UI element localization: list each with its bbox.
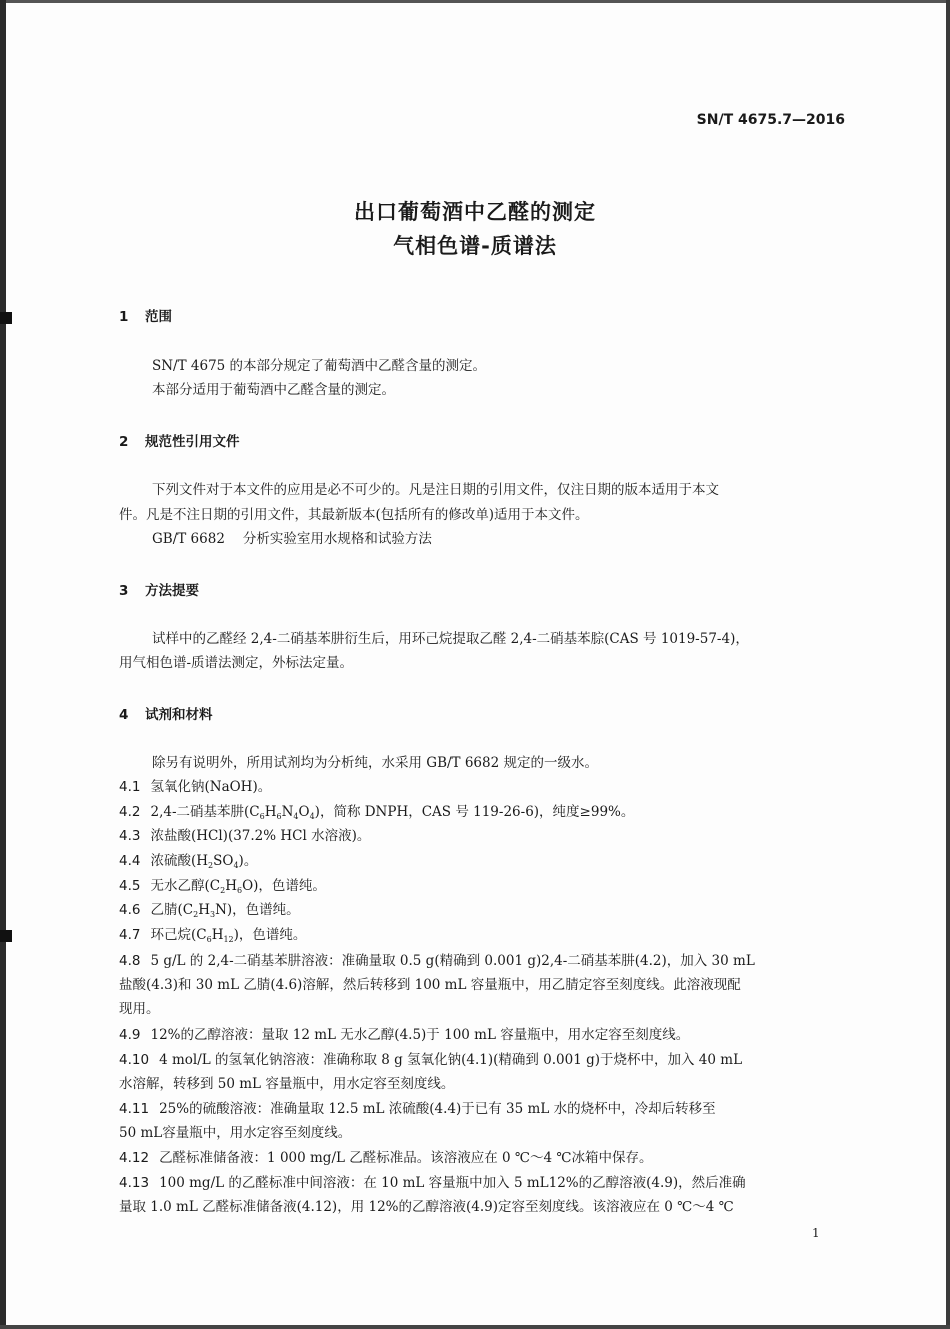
paragraph: 试样中的乙醛经 2,4-二硝基苯肼衍生后，用环己烷提取乙醛 2,4-二硝基苯腙(CAS 号 1019-57-4)， xyxy=(152,631,749,647)
subscript: 6 xyxy=(236,886,243,895)
item-text: 氢氧化钠(NaOH)。 xyxy=(150,779,272,795)
list-item xyxy=(119,827,370,845)
list-item xyxy=(119,852,257,875)
subscript: 2 xyxy=(208,861,214,870)
item-text: )，简称 DNPH，CAS 号 119-26-6)，纯度≥99%。 xyxy=(314,804,635,820)
list-item xyxy=(119,1051,742,1069)
subscript: 2 xyxy=(193,910,199,919)
section-title: 范围 xyxy=(145,309,172,325)
list-item xyxy=(119,926,306,949)
subscript: 4 xyxy=(233,861,239,870)
section-number: 1 xyxy=(119,309,129,325)
item-text: )，色谱纯。 xyxy=(233,927,307,943)
item-number: 4.1 xyxy=(119,779,141,795)
item-continuation: 50 mL容量瓶中，用水定容至刻度线。 xyxy=(119,1125,352,1141)
subscript: 3 xyxy=(209,910,216,919)
item-number: 4.9 xyxy=(119,1027,141,1043)
reference-title: 分析实验室用水规格和试验方法 xyxy=(242,531,432,547)
item-text: N xyxy=(281,804,294,820)
item-text: 无水乙醇(C xyxy=(150,878,221,894)
section-title: 方法提要 xyxy=(145,583,199,599)
item-continuation: 盐酸(4.3)和 30 mL 乙腈(4.6)溶解，然后转移到 100 mL 容量瓶中，用乙腈定容至刻度线。此溶液现配 xyxy=(119,977,741,993)
item-text: H xyxy=(211,927,224,943)
scan-edge-bottom xyxy=(0,1325,950,1329)
item-text: N)，色谱纯。 xyxy=(215,902,300,918)
item-number: 4.10 xyxy=(119,1052,150,1068)
list-item xyxy=(119,1174,746,1192)
list-item xyxy=(119,901,300,924)
item-text: H xyxy=(198,902,210,918)
item-text: )。 xyxy=(238,853,258,869)
binder-mark xyxy=(0,930,12,942)
list-item xyxy=(119,1026,689,1044)
item-text: 4 mol/L 的氢氧化钠溶液：准确称取 8 g 氢氧化钠(4.1)(精确到 0.001 g)于烧杯中，加入 40 mL xyxy=(159,1052,743,1068)
subscript: 6 xyxy=(276,812,282,821)
item-text: 100 mg/L 的乙醛标准中间溶液：在 10 mL 容量瓶中加入 5 mL12%的乙醇溶液(4.9)，然后准确 xyxy=(159,1175,746,1191)
section-title: 试剂和材料 xyxy=(145,707,213,723)
document-title: 出口葡萄酒中乙醛的测定 xyxy=(354,200,596,224)
standard-number: SN/T 4675.7—2016 xyxy=(696,112,845,128)
document-subtitle: 气相色谱-质谱法 xyxy=(393,234,557,258)
subscript: 6 xyxy=(206,935,212,944)
section-heading-method-summary xyxy=(119,579,199,599)
section-heading-reagents xyxy=(119,703,213,723)
item-number: 4.11 xyxy=(119,1101,150,1117)
section-number: 2 xyxy=(119,434,129,450)
section-number: 3 xyxy=(119,583,129,599)
item-number: 4.8 xyxy=(119,953,141,969)
item-number: 4.7 xyxy=(119,927,141,943)
section-number: 4 xyxy=(119,707,129,723)
item-text: 2,4-二硝基苯肼(C xyxy=(150,804,260,820)
item-text: SO xyxy=(213,853,234,869)
page-number: 1 xyxy=(812,1226,820,1240)
scan-edge-top xyxy=(0,0,950,3)
item-continuation: 现用。 xyxy=(119,1001,160,1017)
item-continuation: 水溶解，转移到 50 mL 容量瓶中，用水定容至刻度线。 xyxy=(119,1076,455,1092)
item-text: O xyxy=(298,804,310,820)
paragraph: SN/T 4675 的本部分规定了葡萄酒中乙醛含量的测定。 xyxy=(152,358,487,374)
item-text: H xyxy=(264,804,277,820)
paragraph: 用气相色谱-质谱法测定，外标法定量。 xyxy=(119,655,354,671)
item-continuation: 量取 1.0 mL 乙醛标准储备液(4.12)，用 12%的乙醇溶液(4.9)定容至刻度线。该溶液应在 0 ℃～4 ℃ xyxy=(119,1199,734,1215)
item-number: 4.5 xyxy=(119,878,141,894)
item-text: 5 g/L 的 2,4-二硝基苯肼溶液：准确量取 0.5 g(精确到 0.001 g)2,4-二硝基苯肼(4.2)，加入 30 mL xyxy=(150,953,755,969)
item-text: H xyxy=(225,878,237,894)
item-number: 4.2 xyxy=(119,804,141,820)
item-text: 12%的乙醇溶液：量取 12 mL 无水乙醇(4.5)于 100 mL 容量瓶中，用水定容至刻度线。 xyxy=(150,1027,690,1043)
list-item xyxy=(119,803,634,826)
item-text: 乙醛标准储备液：1 000 mg/L 乙醛标准品。该溶液应在 0 ℃～4 ℃冰箱中保存。 xyxy=(159,1150,653,1166)
list-item xyxy=(119,1149,653,1167)
subscript: 4 xyxy=(309,812,315,821)
list-item xyxy=(119,1100,716,1118)
subscript: 4 xyxy=(293,812,299,821)
item-text: 环己烷(C xyxy=(150,927,207,943)
list-item xyxy=(119,778,271,796)
subscript: 6 xyxy=(259,812,265,821)
paragraph: 本部分适用于葡萄酒中乙醛含量的测定。 xyxy=(152,382,395,398)
subscript: 12 xyxy=(223,935,234,944)
item-number: 4.12 xyxy=(119,1150,150,1166)
item-number: 4.3 xyxy=(119,828,141,844)
reference-code: GB/T 6682 xyxy=(152,531,225,547)
section-title: 规范性引用文件 xyxy=(145,434,240,450)
reference-entry xyxy=(152,530,432,548)
list-item xyxy=(119,877,326,900)
list-item xyxy=(119,952,755,970)
paragraph: 除另有说明外，所用试剂均为分析纯，水采用 GB/T 6682 规定的一级水。 xyxy=(152,755,598,771)
item-number: 4.6 xyxy=(119,902,141,918)
item-text: 25%的硫酸溶液：准确量取 12.5 mL 浓硫酸(4.4)于已有 35 mL 水的烧杯中，冷却后转移至 xyxy=(159,1101,716,1117)
section-heading-normative-references xyxy=(119,430,240,450)
paragraph: 下列文件对于本文件的应用是必不可少的。凡是注日期的引用文件，仅注日期的版本适用于本文 xyxy=(152,482,719,498)
item-text: 乙腈(C xyxy=(150,902,194,918)
item-number: 4.13 xyxy=(119,1175,150,1191)
item-text: 浓硫酸(H xyxy=(150,853,209,869)
paragraph: 件。凡是不注日期的引用文件，其最新版本(包括所有的修改单)适用于本文件。 xyxy=(119,507,589,523)
item-text: 浓盐酸(HCl)(37.2% HCl 水溶液)。 xyxy=(150,828,371,844)
item-number: 4.4 xyxy=(119,853,141,869)
subscript: 2 xyxy=(220,886,226,895)
binder-mark xyxy=(0,312,12,324)
section-heading-scope xyxy=(119,305,172,325)
item-text: O)，色谱纯。 xyxy=(242,878,326,894)
